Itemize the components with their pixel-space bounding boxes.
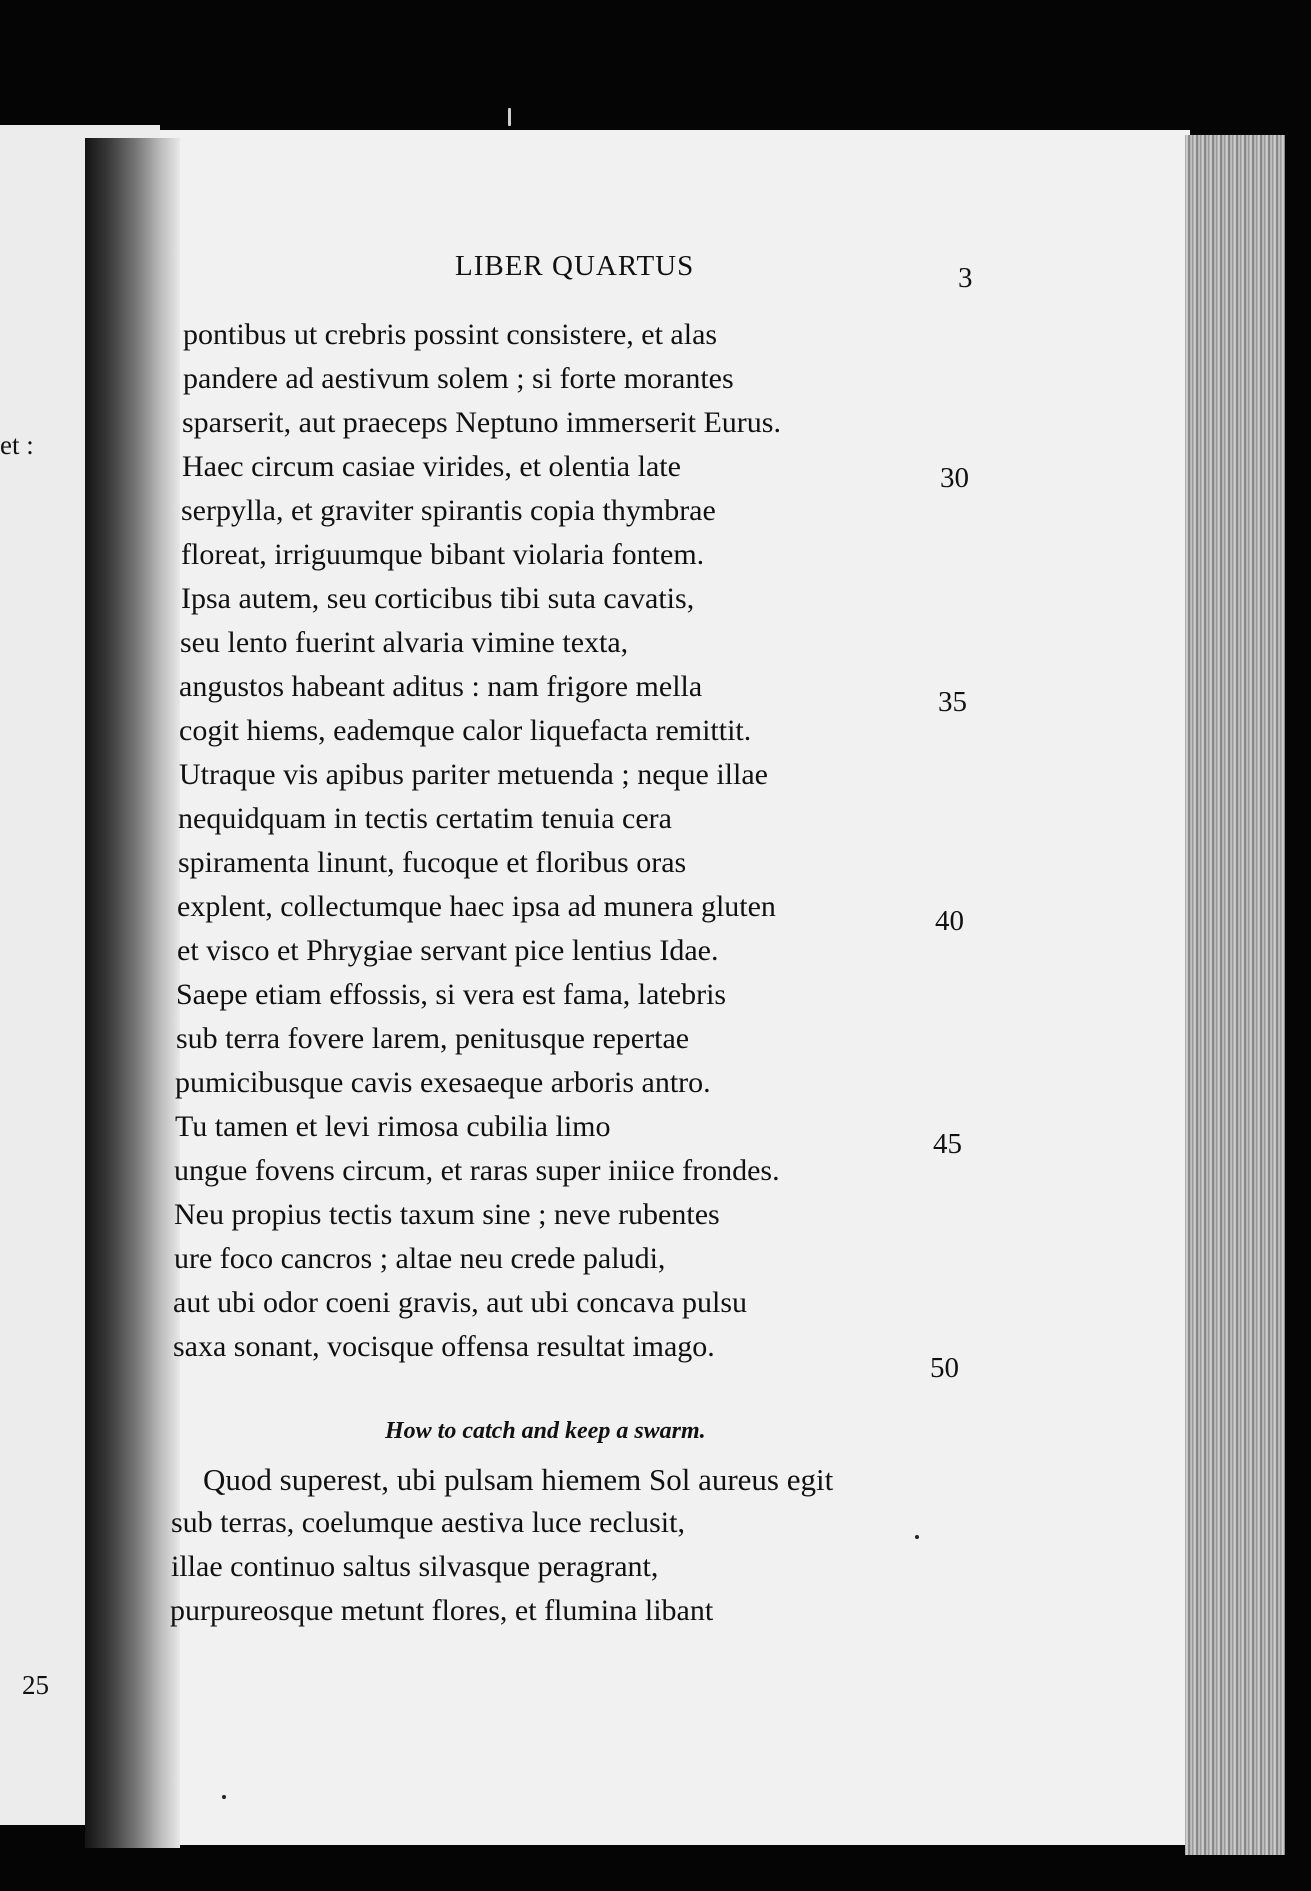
- verse-line: sub terra fovere larem, penitusque repertae: [176, 1022, 690, 1055]
- verse-line: ungue fovens circum, et raras super iniice frondes.: [174, 1154, 780, 1187]
- verse-line: purpureosque metunt flores, et flumina libant: [170, 1594, 714, 1627]
- verse-line: serpylla, et graviter spirantis copia thymbrae: [181, 494, 716, 527]
- scan-artifact: [915, 1535, 919, 1539]
- verse-line: nequidquam in tectis certatim tenuia cera: [178, 802, 672, 835]
- scan-artifact: [222, 1795, 226, 1799]
- verse-line: explent, collectumque haec ipsa ad munera gluten: [177, 890, 776, 923]
- running-head: LIBER QUARTUS: [455, 250, 695, 282]
- line-number: 45: [933, 1128, 962, 1160]
- previous-page-fragment: et :: [0, 430, 34, 460]
- verse-line: Tu tamen et levi rimosa cubilia limo: [175, 1110, 611, 1143]
- verse-line: Neu propius tectis taxum sine ; neve rubentes: [174, 1198, 720, 1231]
- spine-shadow: [85, 138, 180, 1848]
- verse-line: pumicibusque cavis exesaeque arboris antro.: [175, 1066, 711, 1099]
- verse-line: spiramenta linunt, fucoque et floribus oras: [178, 846, 687, 879]
- verse-line: cogit hiems, eademque calor liquefacta remittit.: [179, 714, 752, 747]
- verse-line: Quod superest, ubi pulsam hiemem Sol aureus egit: [203, 1462, 834, 1497]
- verse-line: seu lento fuerint alvaria vimine texta,: [180, 626, 629, 659]
- line-number: 35: [938, 686, 967, 718]
- verse-line: sub terras, coelumque aestiva luce reclusit,: [171, 1506, 685, 1539]
- verse-line: saxa sonant, vocisque offensa resultat imago.: [173, 1330, 715, 1363]
- page-edges: [1185, 135, 1285, 1855]
- scan-artifact: [508, 108, 511, 126]
- line-number: 30: [940, 462, 969, 494]
- verse-line: Saepe etiam effossis, si vera est fama, latebris: [176, 978, 727, 1011]
- verse-line: aut ubi odor coeni gravis, aut ubi concava pulsu: [173, 1286, 748, 1319]
- verse-line: Utraque vis apibus pariter metuenda ; neque illae: [179, 758, 768, 791]
- verse-line: floreat, irriguumque bibant violaria fontem.: [181, 538, 705, 571]
- section-heading: How to catch and keep a swarm.: [385, 1418, 706, 1444]
- verse-line: pontibus ut crebris possint consistere, et alas: [183, 318, 718, 351]
- line-number: 40: [935, 905, 964, 937]
- verse-line: illae continuo saltus silvasque peragrant,: [171, 1550, 659, 1583]
- page-number: 3: [958, 262, 973, 294]
- previous-page-line-number: 25: [22, 1670, 49, 1700]
- verse-line: sparserit, aut praeceps Neptuno immerserit Eurus.: [182, 406, 781, 439]
- verse-line: ure foco cancros ; altae neu crede paludi,: [174, 1242, 666, 1275]
- verse-line: Haec circum casiae virides, et olentia late: [182, 450, 681, 483]
- verse-line: pandere ad aestivum solem ; si forte morantes: [183, 362, 734, 395]
- verse-line: et visco et Phrygiae servant pice lentius Idae.: [177, 934, 719, 967]
- line-number: 50: [930, 1352, 959, 1384]
- verse-line: angustos habeant aditus : nam frigore mella: [179, 670, 703, 703]
- verse-line: Ipsa autem, seu corticibus tibi suta cavatis,: [181, 582, 695, 615]
